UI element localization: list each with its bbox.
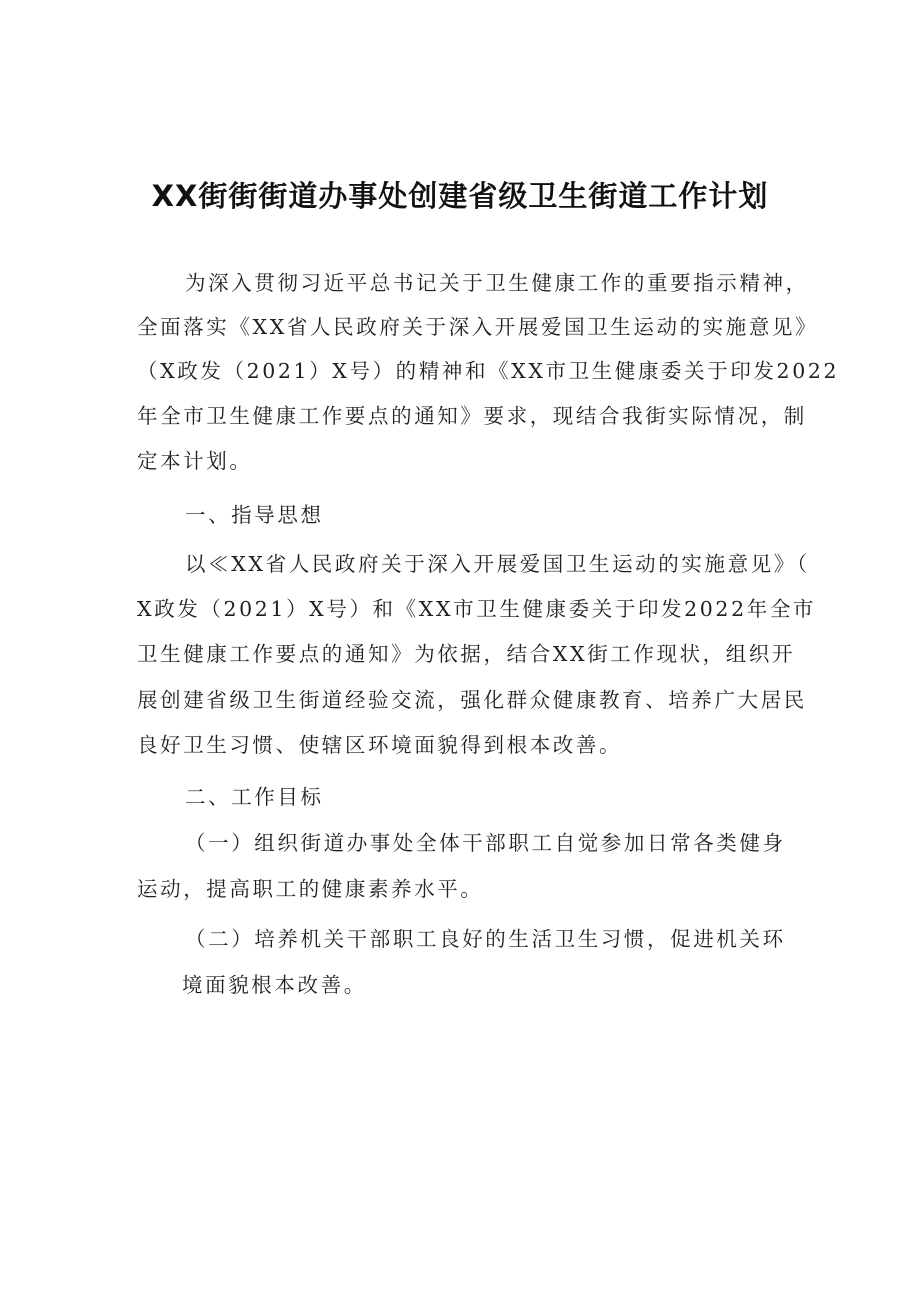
section-heading-work-goals: 二、工作目标: [185, 785, 324, 809]
paragraph-1-line-1: 为深入贯彻习近平总书记关于卫生健康工作的重要指示精神，: [185, 271, 809, 295]
document-title: XX街街街道办事处创建省级卫生街道工作计划: [151, 179, 769, 213]
paragraph-1-line-3: （X政发（2021）X号）的精神和《XX市卫生健康委关于印发2022: [137, 359, 840, 383]
paragraph-2-line-3: 卫生健康工作要点的通知》为依据，结合XX街工作现状，组织开: [137, 642, 796, 666]
paragraph-2-line-5: 良好卫生习惯、使辖区环境面貌得到根本改善。: [137, 733, 623, 757]
paragraph-1-line-5: 定本计划。: [137, 449, 253, 473]
goal-1-line-1: （一）组织街道办事处全体干部职工自觉参加日常各类健身: [185, 831, 786, 855]
section-heading-guiding-ideology: 一、指导思想: [185, 503, 324, 527]
paragraph-2-line-1: 以≪XX省人民政府关于深入开展爱国卫生运动的实施意见》（: [185, 552, 810, 576]
goal-2-line-1: （二）培养机关干部职工良好的生活卫生习惯，促进机关环: [185, 927, 786, 951]
paragraph-2-line-4: 展创建省级卫生街道经验交流，强化群众健康教育、培养广大居民: [137, 688, 807, 712]
paragraph-1-line-4: 年全市卫生健康工作要点的通知》要求，现结合我街实际情况，制: [137, 404, 807, 428]
paragraph-2-line-2: X政发（2021）X号）和《XX市卫生健康委关于印发2022年全市: [137, 597, 817, 621]
goal-2-line-2: 境面貌根本改善。: [182, 973, 367, 997]
goal-1-line-2: 运动，提高职工的健康素养水平。: [137, 877, 484, 901]
paragraph-1-line-2: 全面落实《XX省人民政府关于深入开展爱国卫生运动的实施意见》: [137, 315, 819, 339]
